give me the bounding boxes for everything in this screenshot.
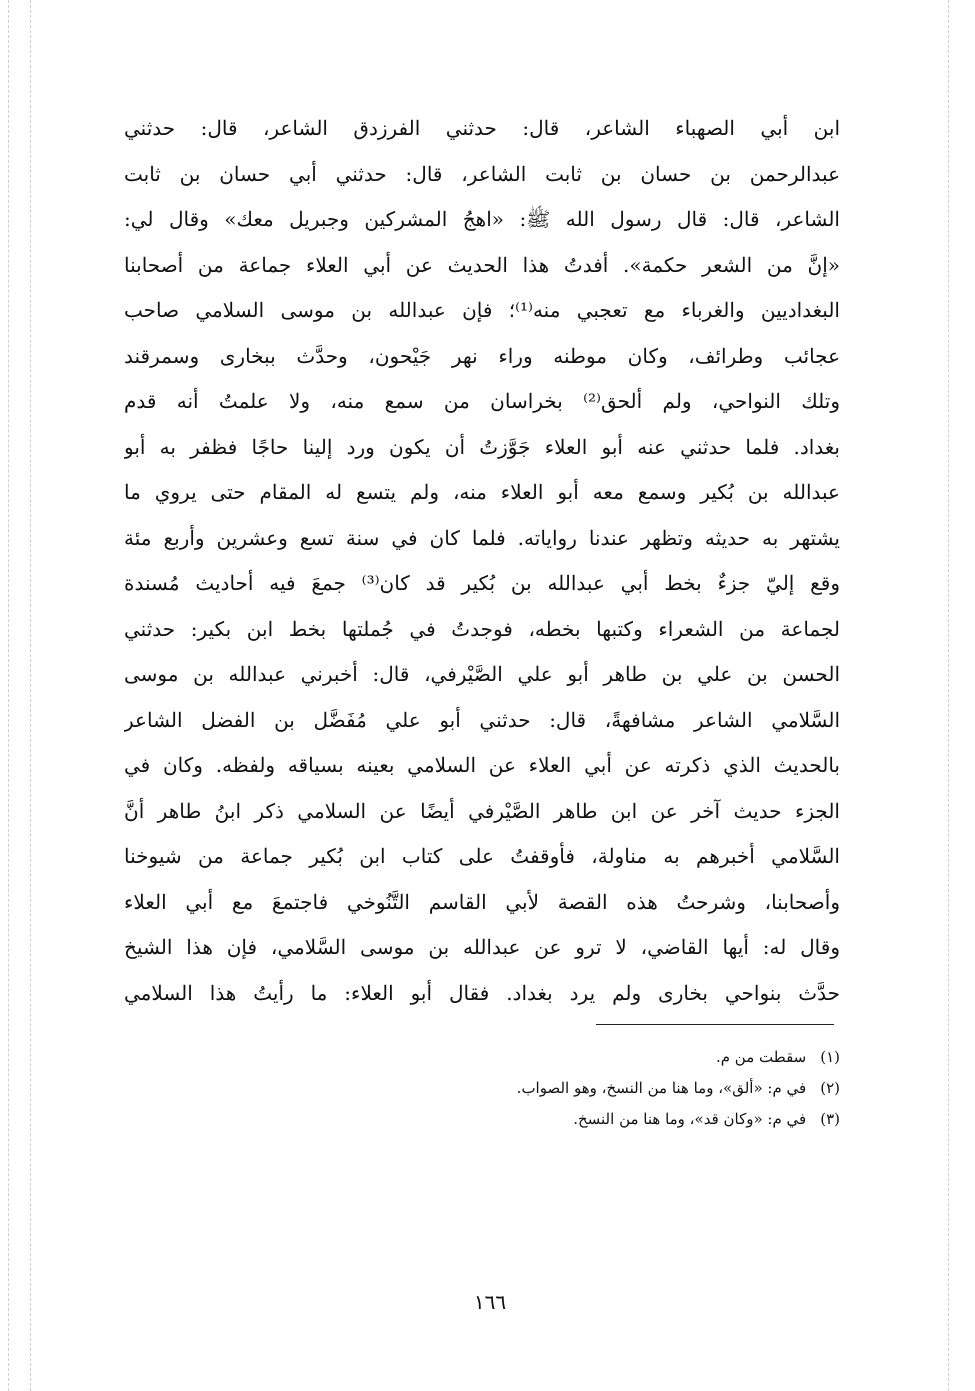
text-line: الجزء حديث آخر عن ابن طاهر الصَّيْرفي أيضًا عن السلامي ذكر ابنُ طاهر أنَّ	[124, 798, 840, 823]
footnote-number: (١)	[820, 1048, 840, 1066]
text-line: وقال له: أيها القاضي، لا ترو عن عبدالله بن موسى السَّلامي، فإن هذا الشيخ	[124, 935, 840, 959]
scan-margin-line	[30, 0, 31, 1391]
scan-margin-line	[8, 0, 9, 1391]
footnote-number: (٣)	[820, 1110, 840, 1128]
text-line: وقع إليّ جزءٌ بخط أبي عبدالله بن بُكير قد كان⁽³⁾ جمعَ فيه أحاديث مُسندة	[124, 571, 840, 595]
text-line: عبدالرحمن بن حسان بن ثابت الشاعر، قال: حدثني أبي حسان بن ثابت	[124, 161, 840, 186]
text-line: الحسن بن علي بن طاهر أبو علي الصَّيْرفي، قال: أخبرني عبدالله بن موسى	[124, 662, 840, 686]
text-line: البغداديين والغرباء مع تعجبي منه⁽¹⁾؛ فإن عبدالله بن موسى السلامي صاحب	[124, 298, 840, 322]
text-line: الشاعر، قال: قال رسول الله ﷺ: «اهجُ المشركين وجبريل معك» وقال لي:	[124, 207, 840, 231]
text-line: وأصحابنا، وشرحتُ هذه القصة لأبي القاسم التَّنُوخي فاجتمعَ مع أبي العلاء	[124, 889, 840, 914]
text-line: «إنَّ من الشعر حكمة». أفدتُ هذا الحديث عن أبي العلاء جماعة من أصحابنا	[124, 252, 840, 277]
footnote-text: سقطت من م.	[715, 1048, 807, 1066]
text-line: وتلك النواحي، ولم ألحق⁽²⁾ بخراسان من سمع منه، ولا علمتُ أنه قدم	[124, 389, 840, 413]
scan-margin-line	[948, 0, 949, 1391]
footnote-text: في م: «ألق»، وما هنا من النسخ، وهو الصواب.	[516, 1079, 807, 1097]
text-line: عجائب وطرائف، وكان موطنه وراء نهر جَيْحون، وحدَّث ببخارى وسمرقند	[124, 343, 840, 368]
footnote-text: في م: «وكان قد»، وما هنا من النسخ.	[573, 1110, 807, 1128]
footnote-item	[350, 1104, 840, 1135]
text-line: يشتهر به حديثه وتظهر عندنا رواياته. فلما كان في سنة تسع وعشرين وأربع مئة	[124, 525, 840, 550]
text-line: السَّلامي الشاعر مشافهةً، قال: حدثني أبو علي مُفَضَّل بن الفضل الشاعر	[124, 707, 840, 732]
main-text-block	[124, 106, 840, 1016]
text-line: عبدالله بن بُكير وسمع معه أبو العلاء منه، ولم يتسع له المقام حتى يروي ما	[124, 480, 840, 504]
text-line: السَّلامي أخبرهم به مناولة، فأوقفتُ على كتاب ابن بُكير جماعة من شيوخنا	[124, 844, 840, 868]
footnote-item	[350, 1073, 840, 1104]
footnote-item	[350, 1042, 840, 1073]
text-line: لجماعة من الشعراء وكتبها بخطه، فوجدتُ في جُملتها بخط ابن بكير: حدثني	[124, 616, 840, 641]
footnote-number: (٢)	[820, 1079, 840, 1097]
footnote-divider	[596, 1024, 834, 1025]
footnotes	[350, 1042, 840, 1135]
text-line: بالحديث الذي ذكرته عن أبي العلاء عن السلامي بعينه بسياقه ولفظه. وكان في	[124, 753, 840, 777]
text-line: حدَّث بنواحي بخارى ولم يرد بغداد. فقال أبو العلاء: ما رأيتُ هذا السلامي	[124, 980, 840, 1005]
page-number: ١٦٦	[473, 1290, 507, 1314]
text-line: ابن أبي الصهباء الشاعر، قال: حدثني الفرزدق الشاعر، قال: حدثني	[124, 116, 840, 140]
text-line: بغداد. فلما حدثني عنه أبو العلاء جَوَّزتُ أن يكون ورد إلينا حاجًا فظفر به أبو	[124, 434, 840, 459]
